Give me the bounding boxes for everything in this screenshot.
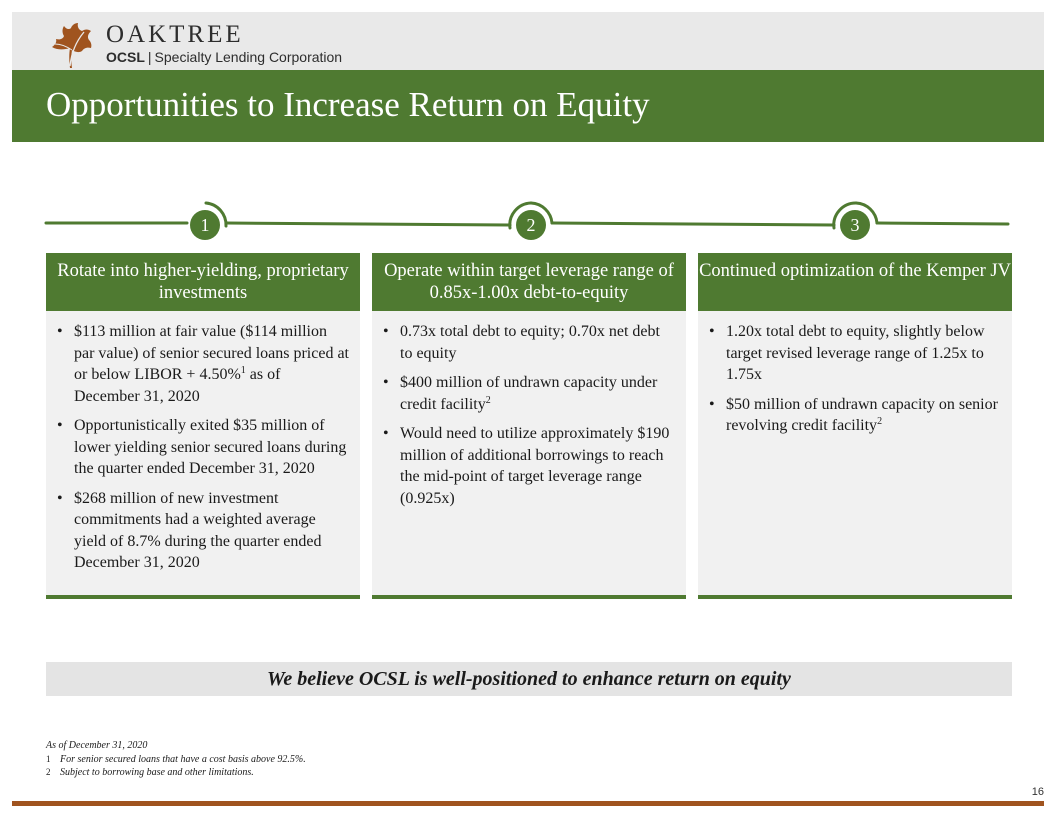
- step-number-1: 1: [190, 210, 220, 240]
- column-kemper-jv: [698, 253, 1012, 599]
- brand-subtitle-text: Specialty Lending Corporation: [154, 49, 343, 65]
- column-target-leverage: [372, 253, 686, 599]
- header-bar: [12, 12, 1044, 70]
- brand-name: OAKTREE: [106, 21, 244, 48]
- brand-divider: |: [147, 49, 152, 65]
- list-item: • 0.73x total debt to equity; 0.70x net debt to equity: [400, 321, 676, 364]
- oak-leaf-icon: [44, 20, 96, 72]
- column-heading: Continued optimization of the Kemper JV: [698, 253, 1012, 311]
- list-item: • $113 million at fair value ($114 million par value) of senior secured loans priced at or below LIBOR + 4.50%$^1$ as of December 31, 2020: [74, 321, 350, 407]
- column-heading: Rotate into higher-yielding, proprietary investments: [46, 253, 360, 311]
- step-number-3: 3: [840, 210, 870, 240]
- footnote-2: 2 Subject to borrowing base and other limitations.: [46, 767, 254, 778]
- list-item: • Would need to utilize approximately $190 million of additional borrowings to reach the mid-point of target leverage range (0.925x): [400, 423, 676, 509]
- bullet-list: [372, 311, 686, 509]
- brand-subtitle: [106, 49, 342, 65]
- list-item: • 1.20x total debt to equity, slightly below target revised leverage range of 1.25x to 1.75x: [726, 321, 1002, 386]
- page-number: 16: [1031, 786, 1044, 798]
- footnote-as-of: As of December 31, 2020: [46, 740, 148, 751]
- bullet-list: [698, 311, 1012, 437]
- footer-bar: [12, 801, 1044, 806]
- belief-statement: We believe OCSL is well-positioned to enhance return on equity: [46, 662, 1012, 696]
- footnotes: [46, 740, 306, 780]
- footnote-1: 1 For senior secured loans that have a cost basis above 92.5%.: [46, 753, 306, 765]
- page-title: Opportunities to Increase Return on Equity: [46, 85, 650, 124]
- column-rotate-investments: [46, 253, 360, 599]
- step-number-2: 2: [516, 210, 546, 240]
- brand-ticker: OCSL: [106, 49, 145, 65]
- bullet-list: [46, 311, 360, 574]
- title-bar: [12, 70, 1044, 142]
- list-item: • $50 million of undrawn capacity on senior revolving credit facility$^2$: [726, 394, 1002, 437]
- column-heading: Operate within target leverage range of 0.85x-1.00x debt-to-equity: [372, 253, 686, 311]
- list-item: • Opportunistically exited $35 million of lower yielding senior secured loans during the quarter ended December 31, 2020: [74, 415, 350, 480]
- list-item: • $268 million of new investment commitments had a weighted average yield of 8.7% during the quarter ended December 31, 2020: [74, 488, 350, 574]
- list-item: • $400 million of undrawn capacity under credit facility$^2$: [400, 372, 676, 415]
